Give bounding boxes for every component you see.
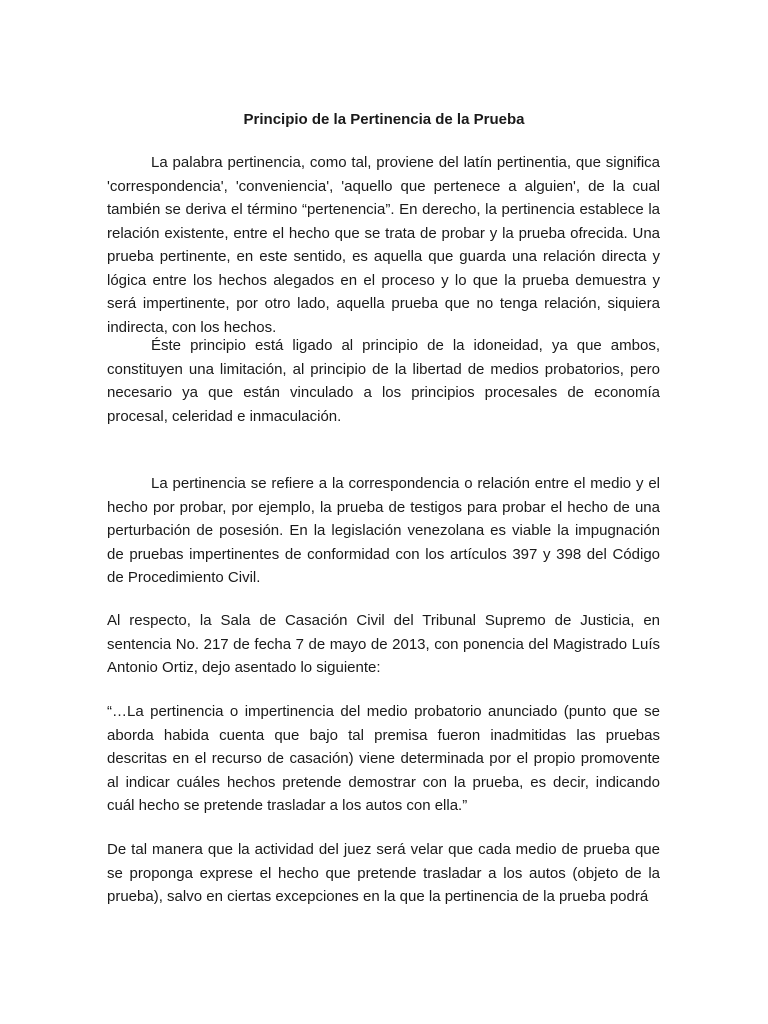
paragraph-actividad-juez: De tal manera que la actividad del juez será velar que cada medio de prueba que se proponga exprese el hecho que pretende trasladar a los autos (objeto de la prueba), salvo en ciertas excepciones en la que la pertinencia de la prueba podrá	[107, 841, 660, 905]
paragraph-sentencia-reference: Al respecto, la Sala de Casación Civil del Tribunal Supremo de Justicia, en sentencia No. 217 de fecha 7 de mayo de 2013, con ponencia del Magistrado Luís Antonio Ortiz, dejo asentado lo siguiente:	[107, 612, 660, 676]
paragraph-quotation: “…La pertinencia o impertinencia del medio probatorio anunciado (punto que se aborda habida cuenta que bajo tal premisa fueron inadmitidas las pruebas descritas en el recurso de casación) viene determinada por el propio promovente al indicar cuáles hechos pretende demostrar con la prueba, es decir, indicando cuál hecho se pretende trasladar a los autos con ella.”	[107, 703, 660, 814]
document-title: Principio de la Pertinencia de la Prueba	[243, 111, 525, 128]
paragraph-idoneidad: Éste principio está ligado al principio de la idoneidad, ya que ambos, constituyen una limitación, al principio de la libertad de medios probatorios, pero necesario ya que están vinculado a los principios procesales de economía procesal, celeridad e inmaculación.	[107, 337, 660, 425]
paragraph-correspondencia: La pertinencia se refiere a la correspondencia o relación entre el medio y el hecho por probar, por ejemplo, la prueba de testigos para probar el hecho de una perturbación de posesión. En la legislación venezolana es viable la impugnación de pruebas impertinentes de conformidad con los artículos 397 y 398 del Código de Procedimiento Civil.	[107, 475, 660, 586]
paragraph-pertinencia-definition: La palabra pertinencia, como tal, proviene del latín pertinentia, que significa 'correspondencia', 'conveniencia', 'aquello que pertenece a alguien', de la cual también se deriva el término “pertenencia”. En derecho, la pertinencia establece la relación existente, entre el hecho que se trata de probar y la prueba ofrecida. Una prueba pertinente, en este sentido, es aquella que guarda una relación directa y lógica entre los hechos alegados en el proceso y lo que la prueba demuestra y será impertinente, por otro lado, aquella prueba que no tenga relación, siquiera indirecta, con los hechos.	[107, 154, 660, 336]
